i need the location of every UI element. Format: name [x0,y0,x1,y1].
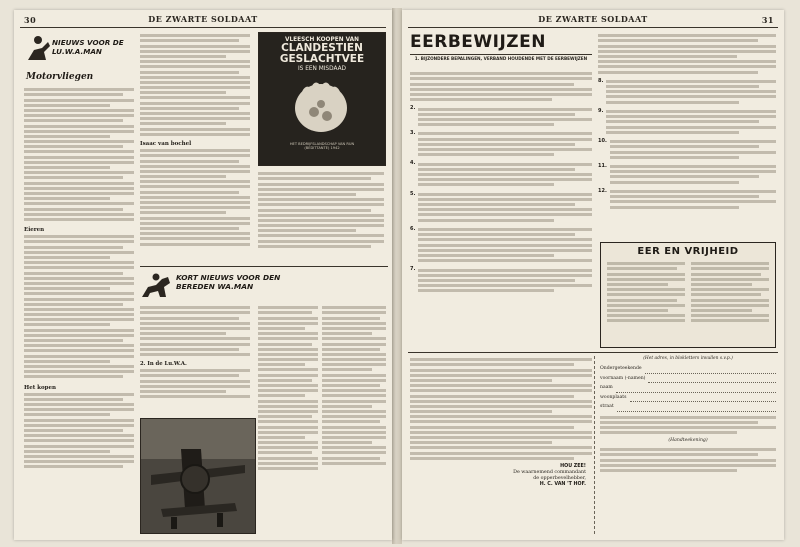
form-field-straat [600,402,776,412]
right-column-2 [598,32,776,234]
motorvliegen-block [26,72,93,82]
airplane-icon [141,419,255,533]
closing-line-3: de opperbevelhebber, [533,475,586,481]
form-input-voornaam[interactable] [648,375,776,383]
section1-title: NIEUWS VOOR DE LU.W.A.MAN [52,38,124,56]
hand-with-coins-icon [259,72,383,142]
form-label-woonplaats: woonplaats [600,394,627,400]
poster-line-3: GESLACHTVEE [279,53,365,65]
poster-footer-1: HET BEDRIJFSLANDSCHAP VAN RUN [289,142,355,146]
form-label-naam: naam [600,385,613,390]
subscription-notice [410,356,592,534]
form-footer-text [600,446,776,474]
eer-box-columns [601,257,775,327]
lucht-heading: 2. In de Lu.W.A. [140,361,187,368]
section2-header [140,266,388,301]
closing-line-2: De waarnemend commandant [513,469,586,475]
item-3-number: 3. [410,130,416,137]
poster-line-2: CLANDESTIEN [281,42,363,54]
item-12-number: 12. [598,187,607,194]
eer-box-col-2 [691,260,769,324]
item-7 [410,266,592,294]
eer-box-col-1 [607,260,685,324]
item-2-number: 2. [410,105,416,112]
form-field-naam [600,383,776,393]
left-page [14,10,392,540]
item-12 [598,188,776,211]
eer-box-title: EER EN VRIJHEID [637,246,739,257]
item-6 [410,226,592,265]
form-label-ondergeteekende: Ondergeteekende [600,366,642,371]
form-title: (Het adres, in blokletters invullen s.v.p.) [643,356,733,361]
lesson-heading: Isaac van bochel [140,140,192,147]
clandestine-meat-poster [258,32,386,166]
aircraft-photo [140,418,256,534]
left-column-3 [258,170,384,262]
cut-line [594,356,595,534]
form-input-ondergeteekende[interactable] [645,366,776,374]
form-field-ondergeteekende [600,364,776,374]
closing-line-4: H. C. VAN 'T HOF. [539,481,586,487]
right-page-number: 31 [761,15,774,25]
left-column-4-lower [322,304,386,534]
item-3 [410,130,592,158]
motorvliegen-heading: Motorvliegen [26,72,94,82]
gutter [392,8,402,544]
left-masthead-title: DE ZWARTE SOLDAAT [148,14,258,24]
section1-header [24,32,142,66]
item-9 [598,108,776,136]
poster-line-4: IS EEN MISDAAD [297,66,347,72]
right-page [402,10,784,540]
form-signature-label: (Handteekening) [668,438,708,444]
right-bottom-rule [408,352,778,353]
form-label-straat: straat [600,404,614,409]
form-field-woonplaats [600,393,776,403]
left-page-number: 30 [24,15,37,25]
mounted-soldier-icon [140,269,174,301]
item-10-number: 10. [598,137,607,144]
left-column-2-lower [140,304,250,414]
item-6-number: 6. [410,225,416,232]
poster-footer-2: (BEDITTANTE) 1942 [304,146,340,150]
form-label-voornaam: voornaam (-namen) [600,375,646,381]
form-field-voornaam [600,374,776,384]
eerbewijzen-title: EERBEWIJZEN [410,32,546,52]
item-5 [410,191,592,224]
poster-line-1: VLEESCH KOOPEN VAN [285,37,359,43]
eieren-heading: Eieren [24,227,45,234]
item-10 [598,138,776,161]
left-column-2 [140,32,250,262]
right-top-rule [408,27,778,28]
closing-signature [410,464,592,488]
section2-title: KORT NIEUWS VOOR DEN BEREDEN WA.MAN [176,273,281,291]
subscription-form [600,356,776,534]
item-2 [410,105,592,128]
item-4-number: 4. [410,160,416,167]
left-running-head [14,14,392,26]
form-input-straat[interactable] [617,404,776,412]
eer-en-vrijheid-box [600,242,776,348]
form-body-text [600,414,776,437]
eerbewijzen-subtitle-wrap [410,56,592,62]
closing-line-1: HOU ZEE! [560,463,586,469]
form-input-naam[interactable] [616,385,776,393]
form-fields [600,364,776,474]
item-5-number: 5. [410,190,416,197]
item-11 [598,163,776,186]
item-8-number: 8. [598,77,604,84]
horseman-icon [24,32,52,64]
eerbewijzen-header [410,32,592,55]
item-9-number: 9. [598,107,604,114]
right-running-head [402,14,784,26]
left-top-rule [20,27,386,28]
right-column-1 [410,70,592,348]
item-7-number: 7. [410,266,416,273]
form-input-woonplaats[interactable] [630,394,776,402]
item-4 [410,160,592,188]
item-8 [598,78,776,106]
left-column-3-lower [258,304,318,534]
item-11-number: 11. [598,162,607,169]
eerbewijzen-subtitle: 1. BIJZONDERE BEPALINGEN, VERBAND HOUDENDE MET DE EERBEWIJZEN [414,56,588,61]
left-column-1 [24,86,134,526]
koppen-heading: Het kopen [24,384,56,391]
right-masthead-title: DE ZWARTE SOLDAAT [538,14,648,24]
